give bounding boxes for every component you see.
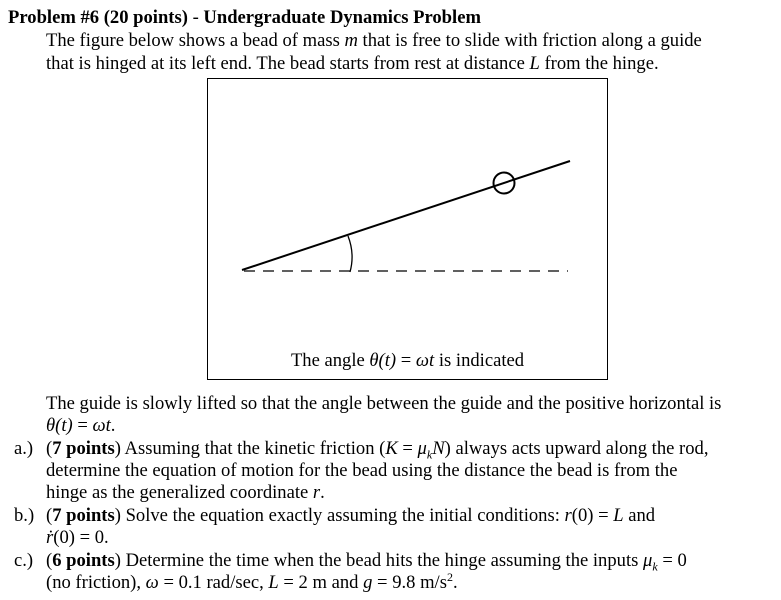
part-a-label: a.) [14,438,34,459]
distance-symbol: L [529,53,540,74]
mass-symbol: m [344,30,358,51]
part-c-label: c.) [14,550,34,571]
part-c-line-1: (6 points) Determine the time when the bead hits the hinge assuming the inputs $\mu_k = 0$ [46,550,687,574]
problem-title [8,6,481,29]
body-line-1: The guide is slowly lifted so that the angle between the guide and the positive horizontal is [46,393,722,414]
part-b-label: b.) [14,505,35,526]
part-c-line-2: (no friction), ω = 0.1 rad/sec, L = 2 m and g = 9.8 $m/s^2$. [46,569,458,593]
part-b-line-2: ṙ(0) = 0. [46,527,109,548]
angle-arc [348,236,352,272]
part-a-points: 7 points [52,438,115,459]
body-line-2: θ(t) = ωt. [46,415,116,436]
problem-number: Problem #6 (20 points) [8,7,188,28]
part-b-line-1: (7 points) Solve the equation exactly assuming the initial conditions: r(0) = L and [46,505,656,526]
title-separator: - [187,7,204,28]
bead-on-rod-figure [207,78,608,380]
figure-drawing [208,79,609,381]
intro-line-1: The figure below shows a bead of mass m that is free to slide with friction along a guide [46,30,702,51]
part-a-line-2: determine the equation of motion for the bead using the distance the bead is from the [46,460,678,481]
intro-line-2: that is hinged at its left end. The bead starts from rest at distance L from the hinge. [46,53,659,74]
part-b-points: 7 points [52,505,115,526]
problem-subject: Undergraduate Dynamics Problem [203,7,481,28]
part-a-line-3: hinge as the generalized coordinate r. [46,482,325,503]
guide-rod [242,161,570,270]
part-a-line-1: (7 points) Assuming that the kinetic friction $(K = \mu_kN)$ always acts upward along the rod, [46,438,709,462]
figure-caption: The angle θ(t) = ωt is indicated [290,350,525,371]
part-c-points: 6 points [52,550,115,571]
